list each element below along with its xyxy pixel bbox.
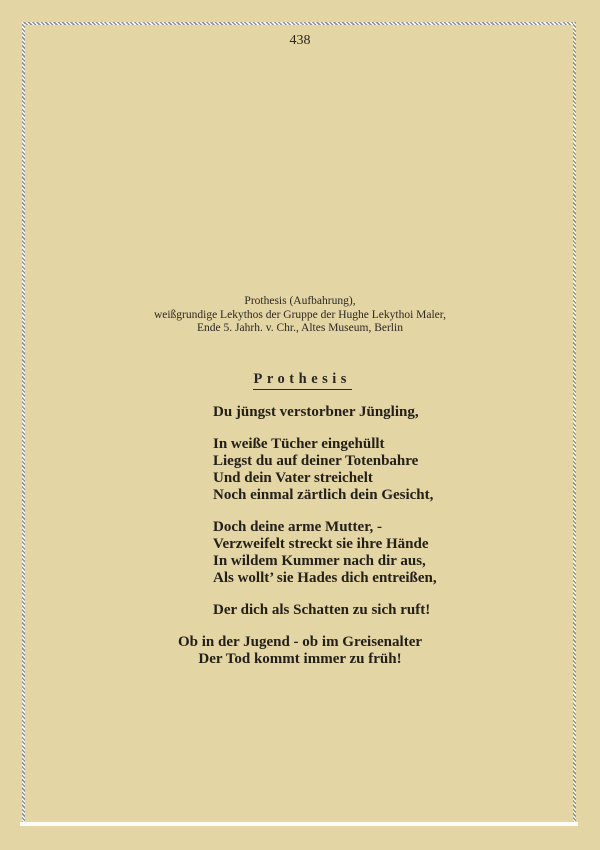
poem-title-container (0, 370, 600, 390)
image-caption (0, 295, 600, 336)
poem-line: Verzweifelt streckt sie ihre Hände (213, 536, 429, 552)
poem-line: In weiße Tücher eingehüllt (213, 436, 385, 452)
caption-line-1: Prothesis (Aufbahrung), (244, 295, 356, 307)
frame-border-top (22, 22, 576, 25)
poem-line: Liegst du auf deiner Totenbahre (213, 453, 419, 469)
poem-line: Der Tod kommt immer zu früh! (198, 651, 402, 667)
poem-line: Doch deine arme Mutter, - (213, 519, 382, 535)
poem-title: Prothesis (253, 371, 352, 390)
poem-line: Ob in der Jugend - ob im Greisenalter (177, 634, 423, 650)
poem-body (0, 404, 600, 683)
page-number: 438 (289, 33, 311, 48)
poem-line: Der dich als Schatten zu sich ruft! (213, 602, 431, 618)
poem-stanza-4 (213, 602, 600, 619)
poem-stanza-1 (213, 404, 600, 421)
poem-stanza-2 (213, 436, 600, 504)
poem-line: Noch einmal zärtlich dein Gesicht, (213, 487, 434, 503)
poem-line: Du jüngst verstorbner Jüngling, (213, 404, 419, 420)
frame-border-bottom (20, 822, 578, 826)
poem-closing-couplet (0, 634, 600, 668)
poem-line: Und dein Vater streichelt (213, 470, 373, 486)
caption-line-2: weißgrundige Lekythos der Gruppe der Hughe Lekythoi Maler, (153, 308, 447, 321)
caption-line-3: Ende 5. Jahrh. v. Chr., Altes Museum, Berlin (197, 322, 403, 334)
poem-stanza-3 (213, 519, 600, 587)
poem-line: In wildem Kummer nach dir aus, (213, 553, 426, 569)
poem-line: Als wollt’ sie Hades dich entreißen, (213, 570, 437, 586)
